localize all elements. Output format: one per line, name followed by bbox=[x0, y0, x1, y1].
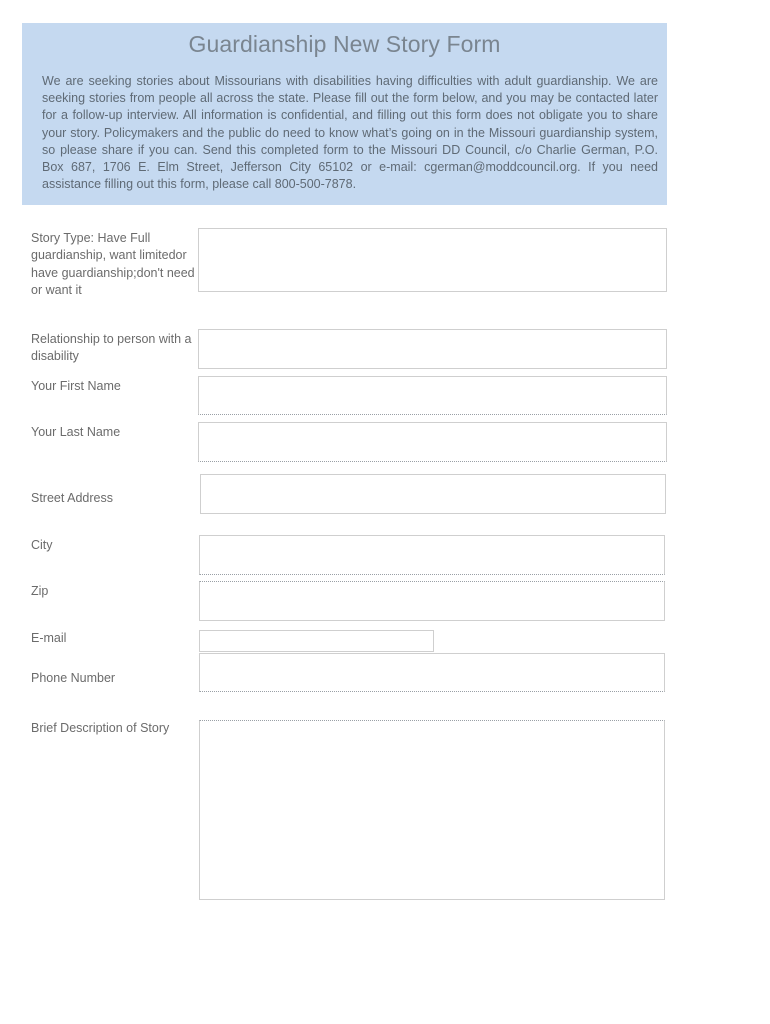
street-address-input[interactable] bbox=[201, 475, 665, 513]
form-title: Guardianship New Story Form bbox=[188, 31, 501, 57]
form-intro-text: We are seeking stories about Missourians with disabilities having difficulties with adult guardianship. We are seeking stories from people all across the state. Please fill out the form below, and you may be contacted later for a follow-up interview. All information is confidential, and filling out this form does not obligate you to share your story. Policymakers and the public do need to know what’s going on in the Missouri guardianship system, so please share if you can. Send this completed form to the Missouri DD Council, c/o Charlie German, P.O. Box 687, 1706 E. Elm Street, Jefferson City 65102 or e-mail: cgerman@moddcouncil.org. If you need assistance filling out this form, please call 800-500-7878. bbox=[42, 74, 658, 192]
city-label: City bbox=[31, 538, 53, 552]
relationship-input[interactable] bbox=[199, 330, 666, 368]
email-field[interactable] bbox=[199, 630, 434, 652]
story-type-input[interactable] bbox=[199, 229, 666, 291]
relationship-label: Relationship to person with a disability bbox=[31, 332, 192, 364]
email-label: E-mail bbox=[31, 631, 67, 645]
street-address-label: Street Address bbox=[31, 491, 113, 505]
last-name-label: Your Last Name bbox=[31, 425, 121, 439]
street-address-field[interactable] bbox=[200, 474, 666, 514]
relationship-field[interactable] bbox=[198, 329, 667, 369]
last-name-input[interactable] bbox=[199, 423, 666, 461]
phone-number-field[interactable] bbox=[199, 653, 665, 692]
zip-label: Zip bbox=[31, 584, 49, 598]
story-description-input[interactable] bbox=[200, 721, 664, 899]
city-input[interactable] bbox=[200, 536, 664, 574]
zip-input[interactable] bbox=[200, 582, 664, 620]
email-input[interactable] bbox=[200, 631, 433, 651]
city-field[interactable] bbox=[199, 535, 665, 575]
first-name-field[interactable] bbox=[198, 376, 667, 415]
story-description-field[interactable] bbox=[199, 720, 665, 900]
phone-number-input[interactable] bbox=[200, 654, 664, 691]
first-name-input[interactable] bbox=[199, 377, 666, 414]
zip-field[interactable] bbox=[199, 581, 665, 621]
story-description-label: Brief Description of Story bbox=[31, 721, 170, 735]
first-name-label: Your First Name bbox=[31, 379, 121, 393]
form-header bbox=[22, 23, 667, 205]
last-name-field[interactable] bbox=[198, 422, 667, 462]
phone-number-label: Phone Number bbox=[31, 671, 116, 685]
story-type-field[interactable] bbox=[198, 228, 667, 292]
story-type-label: Story Type: Have Full guardianship, want limitedor have guardianship;don't need or want it bbox=[31, 231, 195, 298]
